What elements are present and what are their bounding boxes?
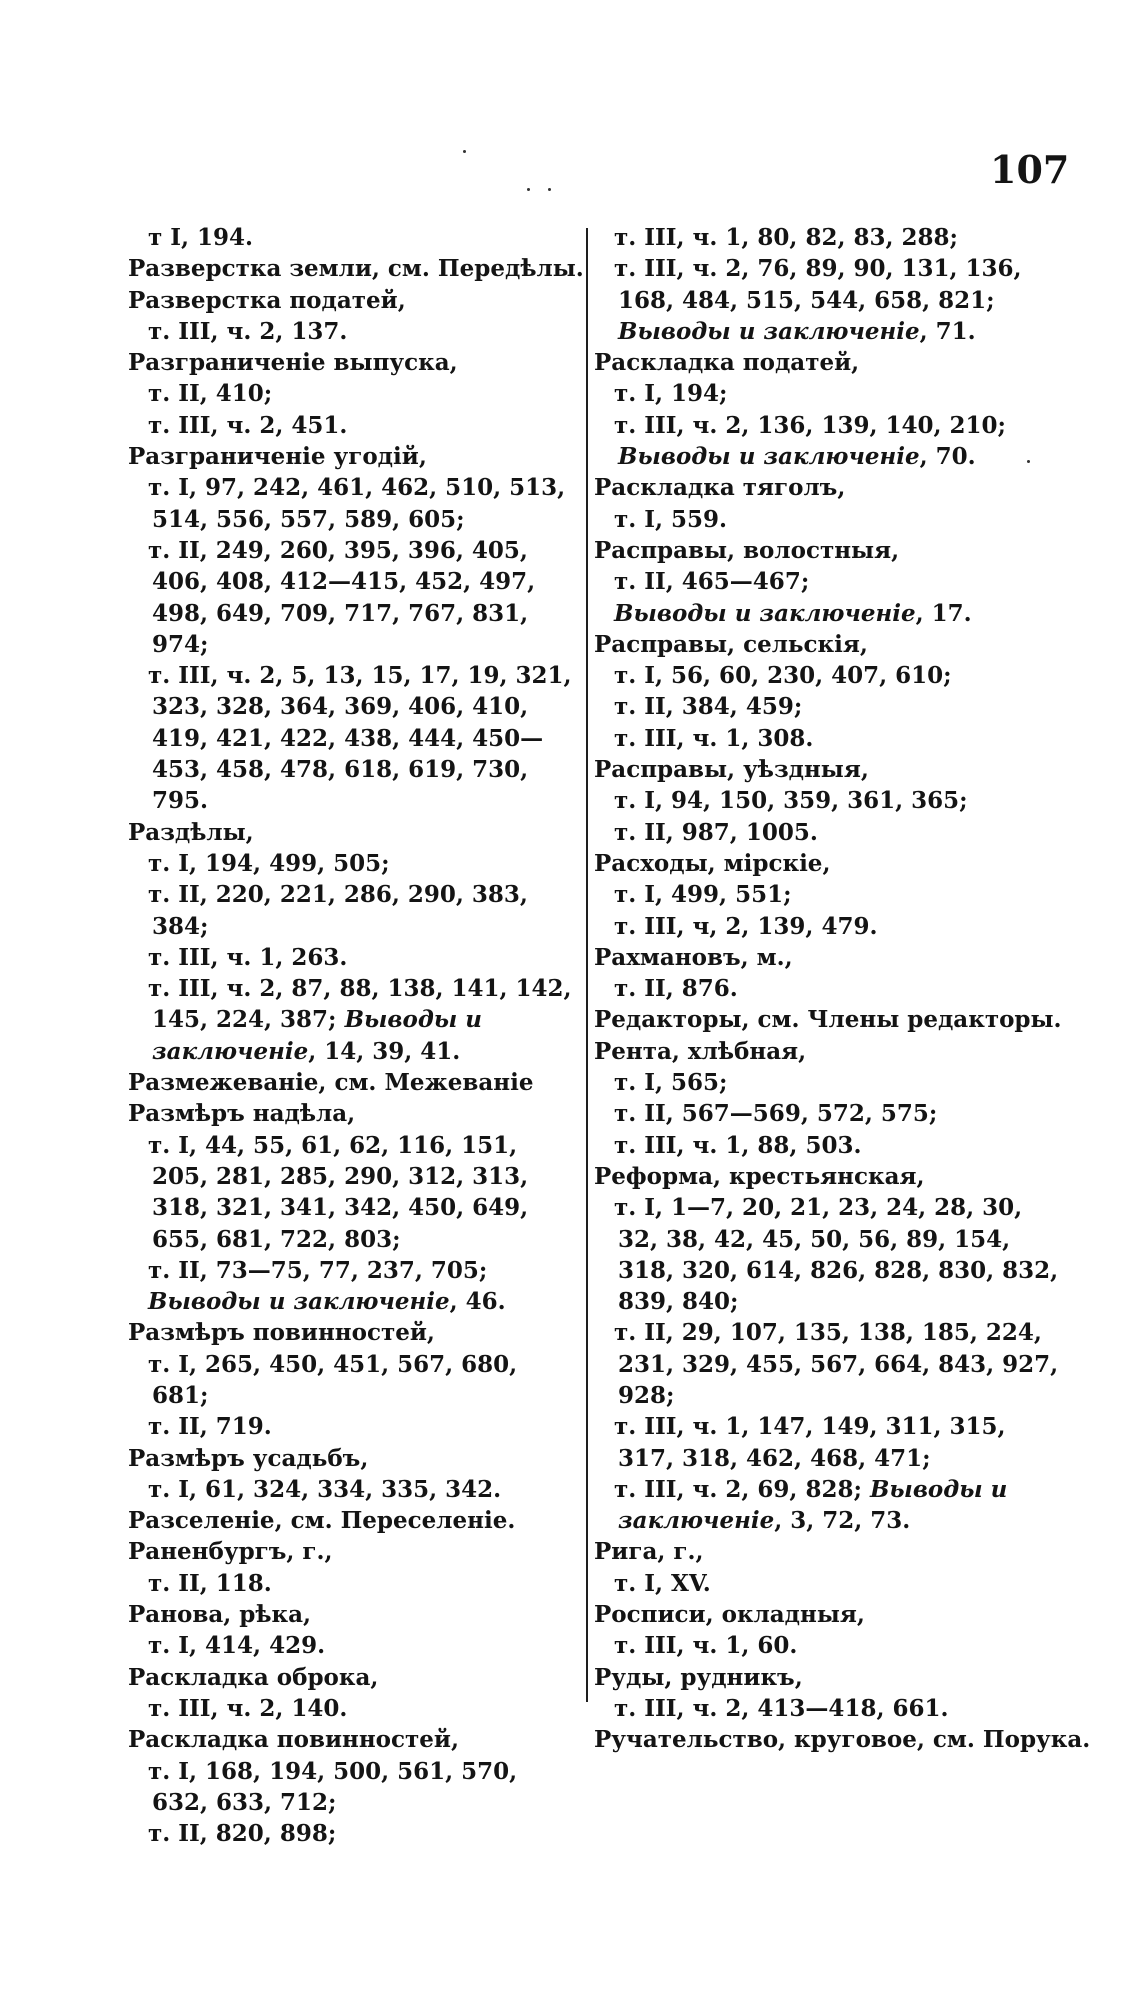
- index-term: Расправы, сельскія,: [594, 630, 868, 658]
- index-reference: т. II, 876.: [614, 975, 738, 1003]
- index-entry: [594, 942, 1064, 1005]
- index-reference: т. I, XV.: [614, 1569, 711, 1597]
- index-reference: т. II, 29, 107, 135, 138, 185, 224, 231, 329, 455, 567, 664, 843, 927, 928;: [614, 1319, 1059, 1409]
- index-term: Расправы, уѣздныя,: [594, 756, 869, 784]
- page-number: 107: [990, 147, 1070, 192]
- index-term: Раскладка тяголъ,: [594, 474, 846, 502]
- index-entry: [594, 1599, 1064, 1662]
- print-speck: [463, 150, 466, 153]
- index-term: Рига, г.,: [594, 1538, 704, 1566]
- index-reference: т. II, 820, 898;: [148, 1820, 337, 1848]
- index-term: Расходы, мірскіе,: [594, 849, 831, 877]
- index-reference: т. III, ч. 1, 147, 149, 311, 315, 317, 318, 462, 468, 471;: [614, 1413, 1006, 1472]
- index-reference: т. III, ч. 2, 5, 13, 15, 17, 19, 321, 323, 328, 364, 369, 406, 410, 419, 421, 422, 438, 444, 450—453, 458, 478, 618, 619, 730, 795.: [148, 662, 572, 815]
- index-reference: т. III, ч. 1, 88, 503.: [614, 1131, 862, 1159]
- index-entry: [594, 848, 1064, 942]
- index-term: Раскладка податей,: [594, 349, 860, 377]
- index-entry: [128, 1067, 580, 1098]
- index-column-left: [128, 222, 584, 1849]
- index-reference: т. I, 61, 324, 334, 335, 342.: [148, 1475, 502, 1503]
- index-term: Разграниченіе выпуска,: [128, 349, 458, 377]
- index-term: Росписи, окладныя,: [594, 1601, 865, 1629]
- print-speck: [1027, 460, 1030, 463]
- index-reference: т. I, 56, 60, 230, 407, 610;: [614, 662, 952, 690]
- index-reference: т. I, 1—7, 20, 21, 23, 24, 28, 30, 32, 38, 42, 45, 50, 56, 89, 154, 318, 320, 614, 826, 828, 830, 832, 839, 840;: [614, 1194, 1059, 1316]
- print-speck: [527, 188, 530, 191]
- index-entry: [594, 472, 1064, 535]
- index-entry: [594, 535, 1064, 629]
- index-reference: т. I, 499, 551;: [614, 881, 792, 909]
- index-reference: т. III, ч. 2, 451.: [148, 411, 348, 439]
- index-reference: т I, 194.: [148, 224, 254, 251]
- index-entry: [128, 1662, 580, 1725]
- index-term: Размѣръ повинностей,: [128, 1319, 435, 1347]
- index-reference: т. III, ч, 2, 139, 479.: [614, 912, 878, 940]
- index-reference: т. I, 168, 194, 500, 561, 570, 632, 633, 712;: [148, 1757, 518, 1816]
- index-reference: т. I, 565;: [614, 1069, 728, 1097]
- index-reference: т. III, ч. 1, 60.: [614, 1632, 798, 1660]
- index-reference: т. II, 719.: [148, 1413, 272, 1441]
- index-entry: [128, 285, 580, 348]
- index-reference: Выводы и заключеніе, 17.: [614, 599, 972, 627]
- index-entry: [128, 1098, 580, 1317]
- index-reference: т. III, ч. 2, 69, 828; Выводы и заключеніе, 3, 72, 73.: [614, 1475, 1008, 1535]
- index-entry: [128, 347, 580, 441]
- index-entry: [128, 1724, 580, 1849]
- index-term: Раскладка повинностей,: [128, 1726, 459, 1754]
- index-reference: т. III, ч. 2, 136, 139, 140, 210; Выводы и заключеніе, 70.: [614, 411, 1006, 471]
- index-reference: т. III, ч. 1, 80, 82, 83, 288;: [614, 224, 958, 251]
- index-term: Рахмановъ, м.,: [594, 943, 793, 971]
- index-reference: т. I, 194;: [614, 380, 728, 408]
- index-entry: [594, 754, 1064, 848]
- index-reference: т. III, ч. 2, 76, 89, 90, 131, 136, 168, 484, 515, 544, 658, 821; Выводы и заключеніе, 71.: [614, 255, 1022, 345]
- index-entry: [594, 629, 1064, 754]
- index-term: Разверстка податей,: [128, 286, 406, 314]
- index-reference: т. I, 97, 242, 461, 462, 510, 513, 514, 556, 557, 589, 605;: [148, 474, 566, 533]
- index-term: Рента, хлѣбная,: [594, 1037, 807, 1065]
- index-reference: т. II, 220, 221, 286, 290, 383, 384;: [148, 881, 528, 940]
- index-term: Раздѣлы,: [128, 818, 254, 846]
- index-entry: [128, 1443, 580, 1506]
- column-divider: [586, 228, 588, 1702]
- index-term: Разграниченіе угодій,: [128, 443, 427, 471]
- index-entry: [594, 1004, 1064, 1035]
- index-term: Ручательство, круговое, см. Порука.: [594, 1726, 1091, 1754]
- index-column-right: [594, 222, 1091, 1756]
- index-reference: т. III, ч. 2, 87, 88, 138, 141, 142, 145, 224, 387; Выводы и заключеніе, 14, 39, 41.: [148, 975, 572, 1065]
- index-reference: т. I, 194, 499, 505;: [148, 849, 390, 877]
- index-reference: т. II, 410;: [148, 380, 273, 408]
- index-reference: т. I, 414, 429.: [148, 1632, 326, 1660]
- index-entry: [594, 1536, 1064, 1599]
- index-entry: [128, 253, 584, 284]
- index-reference: т. III, ч. 2, 140.: [148, 1694, 348, 1722]
- index-entry: [128, 817, 580, 1067]
- index-reference: т. II, 987, 1005.: [614, 818, 818, 846]
- index-entry: [128, 1505, 580, 1536]
- index-reference: т. II, 384, 459;: [614, 693, 803, 721]
- index-term: Руды, рудникъ,: [594, 1663, 803, 1691]
- index-reference: т. III, ч. 1, 263.: [148, 943, 348, 971]
- index-term: Разселеніе, см. Переселеніе.: [128, 1507, 516, 1535]
- index-term: Размежеваніе, см. Межеваніе: [128, 1069, 534, 1097]
- index-entry: [594, 1161, 1064, 1537]
- print-speck: [548, 188, 551, 191]
- index-entry: [594, 347, 1064, 472]
- index-entry: [594, 1724, 1091, 1755]
- index-term: Разверстка земли, см. Передѣлы.: [128, 255, 584, 283]
- index-entry: [128, 222, 580, 253]
- index-reference: т. I, 44, 55, 61, 62, 116, 151, 205, 281, 285, 290, 312, 313, 318, 321, 341, 342, 450, 649, 655, 681, 722, 803;: [148, 1131, 529, 1253]
- index-reference: т. II, 567—569, 572, 575;: [614, 1100, 938, 1128]
- index-term: Редакторы, см. Члены редакторы.: [594, 1006, 1062, 1034]
- index-reference: т. I, 265, 450, 451, 567, 680, 681;: [148, 1350, 518, 1409]
- index-term: Реформа, крестьянская,: [594, 1162, 925, 1190]
- index-reference: т. I, 94, 150, 359, 361, 365;: [614, 787, 968, 815]
- index-reference: Выводы и заключеніе, 46.: [148, 1288, 506, 1316]
- index-entry: [128, 1599, 580, 1662]
- index-entry: [594, 1662, 1064, 1725]
- index-entry: [594, 222, 1064, 347]
- index-reference: т. II, 118.: [148, 1569, 272, 1597]
- index-reference: т. III, ч. 2, 137.: [148, 317, 348, 345]
- index-reference: т. III, ч. 2, 413—418, 661.: [614, 1694, 949, 1722]
- index-entry: [128, 441, 580, 817]
- index-reference: т. II, 249, 260, 395, 396, 405, 406, 408, 412—415, 452, 497, 498, 649, 709, 717, 767, 831, 974;: [148, 536, 536, 658]
- index-reference: т. II, 465—467;: [614, 568, 810, 596]
- index-reference: т. I, 559.: [614, 505, 728, 533]
- index-reference: т. III, ч. 1, 308.: [614, 724, 814, 752]
- index-term: Ранова, рѣка,: [128, 1601, 312, 1629]
- index-term: Раскладка оброка,: [128, 1663, 379, 1691]
- index-term: Раненбургъ, г.,: [128, 1538, 333, 1566]
- index-term: Расправы, волостныя,: [594, 536, 900, 564]
- index-entry: [128, 1317, 580, 1442]
- index-term: Размѣръ надѣла,: [128, 1100, 356, 1128]
- index-entry: [128, 1536, 580, 1599]
- index-term: Размѣръ усадьбъ,: [128, 1444, 369, 1472]
- index-reference: т. II, 73—75, 77, 237, 705;: [148, 1256, 488, 1284]
- index-entry: [594, 1036, 1064, 1161]
